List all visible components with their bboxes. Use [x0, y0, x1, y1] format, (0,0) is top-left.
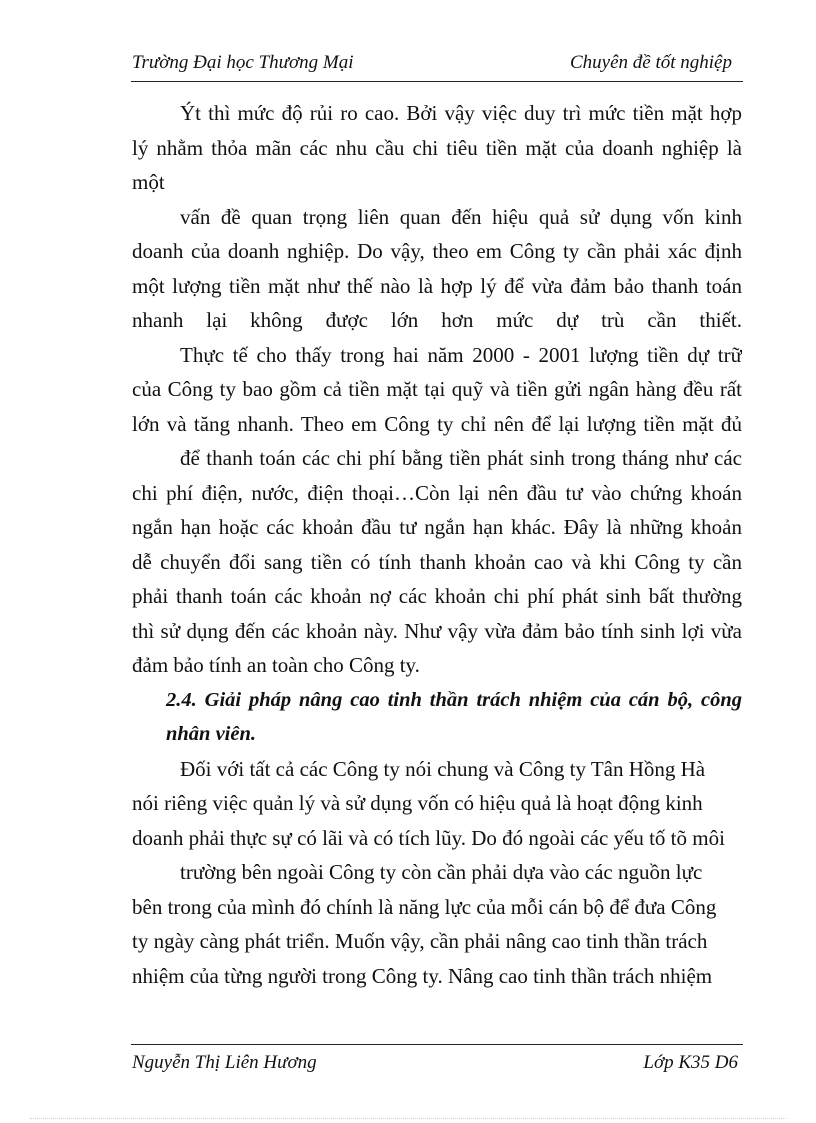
- paragraph-line: nhiệm của từng người trong Công ty. Nâng cao tinh thần trách nhiệm: [132, 963, 713, 988]
- paragraph-line: một lượng tiền mặt như thế nào là hợp lý để vừa đảm bảo thanh toán: [132, 273, 742, 298]
- paragraph-line: nhanh lại không được lớn hơn mức dự trù cần thiết.: [132, 308, 742, 332]
- header-divider: [131, 81, 743, 82]
- paragraph-line: thì sử dụng đến các khoản này. Như vậy vừa đảm bảo tính sinh lợi vừa: [132, 618, 742, 643]
- paragraph-line: Thực tế cho thấy trong hai năm 2000 - 2001 lượng tiền dự trữ: [180, 342, 742, 367]
- paragraph-line: ngắn hạn hoặc các khoản đầu tư ngắn hạn khác. Đây là những khoản: [132, 515, 742, 539]
- page-edge-dotted-line: [30, 1118, 786, 1119]
- page-body: [132, 96, 742, 993]
- paragraph-line: dễ chuyển đổi sang tiền có tính thanh khoản cao và khi Công ty cần: [132, 549, 742, 574]
- paragraph-line: đảm bảo tính an toàn cho Công ty.: [132, 653, 420, 677]
- paragraph-line: lớn và tăng nhanh. Theo em Công ty chỉ nên để lại lượng tiền mặt đủ: [132, 411, 742, 436]
- header-school-name: Trường Đại học Thương Mại: [132, 52, 354, 73]
- paragraph-line: Ýt thì mức độ rủi ro cao. Bởi vậy việc duy trì mức tiền mặt hợp: [180, 101, 742, 125]
- paragraph-line: của Công ty bao gồm cả tiền mặt tại quỹ và tiền gửi ngân hàng đều rất: [132, 377, 742, 401]
- paragraph-line: để thanh toán các chi phí bằng tiền phát sinh trong tháng như các: [180, 446, 742, 470]
- paragraph-line: ty ngày càng phát triển. Muốn vậy, cần phải nâng cao tinh thần trách: [132, 929, 708, 953]
- paragraph-line: nói riêng việc quản lý và sử dụng vốn có hiệu quả là hoạt động kinh: [132, 791, 703, 815]
- paragraph-line: doanh của doanh nghiệp. Do vậy, theo em Công ty cần phải xác định: [132, 239, 742, 263]
- section-heading: nhân viên.: [166, 723, 256, 745]
- section-heading: 2.4. Giải pháp nâng cao tinh thần trách nhiệm của cán bộ, công: [166, 688, 742, 711]
- footer-class-code: Lớp K35 D6: [643, 1052, 738, 1073]
- paragraph-line: doanh phải thực sự có lãi và có tích lũy. Do đó ngoài các yếu tố tõ môi: [132, 825, 725, 850]
- paragraph-line: trường bên ngoài Công ty còn cần phải dựa vào các nguồn lực: [180, 860, 703, 884]
- footer-divider: [131, 1044, 743, 1045]
- paragraph-line: phải thanh toán các khoản nợ các khoản chi phí phát sinh bất thường: [132, 584, 742, 608]
- paragraph-line: Đối với tất cả các Công ty nói chung và Công ty Tân Hồng Hà: [180, 756, 706, 781]
- paragraph-line: bên trong của mình đó chính là năng lực của mỗi cán bộ để đưa Công: [132, 894, 717, 919]
- footer-author-name: Nguyễn Thị Liên Hương: [132, 1052, 317, 1073]
- paragraph-line: một: [132, 170, 165, 194]
- paragraph-line: lý nhằm thỏa mãn các nhu cầu chi tiêu tiền mặt của doanh nghiệp là: [132, 135, 742, 160]
- paragraph-line: chi phí điện, nước, điện thoại…Còn lại nên đầu tư vào chứng khoán: [132, 480, 742, 505]
- paragraph-line: vấn đề quan trọng liên quan đến hiệu quả sử dụng vốn kinh: [180, 204, 742, 229]
- header-document-type: Chuyên đề tốt nghiệp: [570, 52, 732, 73]
